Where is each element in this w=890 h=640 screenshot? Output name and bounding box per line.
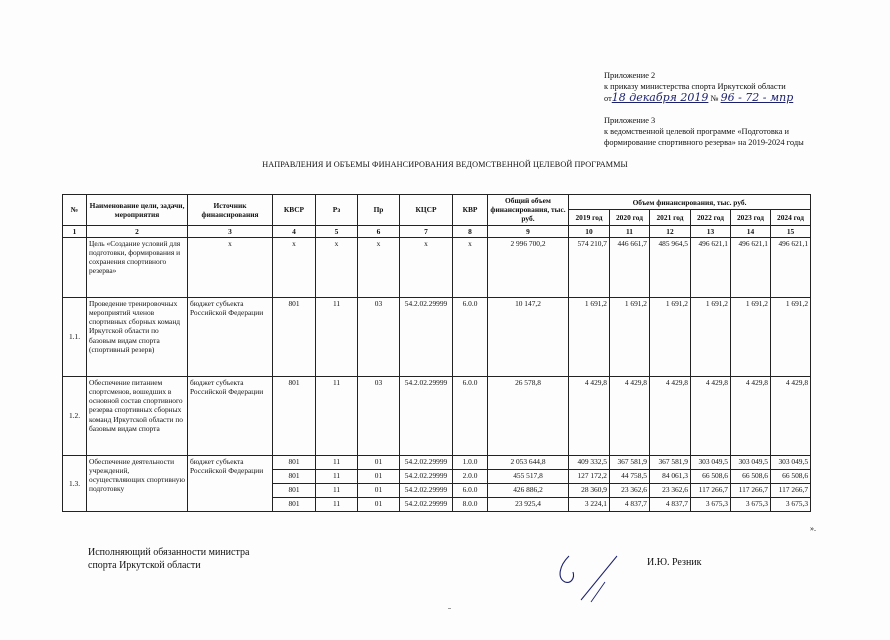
- row-kvsr: 801: [273, 297, 316, 376]
- row-year-value: 1 691,2: [771, 297, 811, 376]
- row-pr: 01: [358, 455, 400, 469]
- header-source: Источник финансирования: [188, 195, 273, 226]
- row-kvsr: 801: [273, 455, 316, 469]
- row-kcsr: 54.2.02.29999: [400, 469, 453, 483]
- spacer: [604, 104, 874, 115]
- row-kvr: 2.0.0: [453, 469, 488, 483]
- row-kcsr: 54.2.02.29999: [400, 497, 453, 511]
- header-year: 2021 год: [650, 210, 691, 225]
- appendix-line-6: формирование спортивного резерва» на 2019-2024 годы: [604, 138, 804, 147]
- row-kcsr: х: [400, 237, 453, 297]
- row-year-value: 303 049,5: [731, 455, 771, 469]
- column-number: 3: [188, 225, 273, 237]
- row-pr: х: [358, 237, 400, 297]
- signatory-position: [88, 546, 249, 572]
- row-year-value: 23 362,6: [650, 483, 691, 497]
- document-title: НАПРАВЛЕНИЯ И ОБЪЕМЫ ФИНАНСИРОВАНИЯ ВЕДОМСТВЕННОЙ ЦЕЛЕВОЙ ПРОГРАММЫ: [262, 160, 628, 169]
- row-year-value: 4 837,7: [650, 497, 691, 511]
- date-prefix: от: [604, 94, 612, 103]
- row-total: 10 147,2: [488, 297, 569, 376]
- row-year-value: 4 837,7: [610, 497, 650, 511]
- row-source: бюджет субъекта Российской Федерации: [188, 297, 273, 376]
- row-year-value: 4 429,8: [610, 376, 650, 455]
- table-row-1-3: [63, 455, 811, 469]
- row-kvsr: 801: [273, 469, 316, 483]
- column-number: 10: [569, 225, 610, 237]
- row-year-value: 367 581,9: [650, 455, 691, 469]
- row-year-value: 3 675,3: [731, 497, 771, 511]
- column-number: 7: [400, 225, 453, 237]
- row-year-value: 1 691,2: [569, 297, 610, 376]
- header-year: 2020 год: [610, 210, 650, 225]
- row-kvr: 8.0.0: [453, 497, 488, 511]
- row-year-value: 127 172,2: [569, 469, 610, 483]
- header-kvsr: КВСР: [273, 195, 316, 226]
- row-num: 1.1.: [63, 297, 87, 376]
- row-source: бюджет субъекта Российской Федерации: [188, 455, 273, 511]
- row-pr: 03: [358, 297, 400, 376]
- row-year-value: 496 621,1: [731, 237, 771, 297]
- table-row-1-1: [63, 297, 811, 376]
- header-total: Общий объем финансирования, тыс. руб.: [488, 195, 569, 226]
- header-rz: Рз: [316, 195, 358, 226]
- row-year-value: 1 691,2: [691, 297, 731, 376]
- row-year-value: 66 508,6: [771, 469, 811, 483]
- appendix-line-5: к ведомственной целевой программе «Подготовка и: [604, 127, 790, 136]
- column-number: 14: [731, 225, 771, 237]
- row-year-value: 1 691,2: [731, 297, 771, 376]
- row-kvr: 6.0.0: [453, 483, 488, 497]
- row-kvr: 1.0.0: [453, 455, 488, 469]
- row-year-value: 84 061,3: [650, 469, 691, 483]
- row-rz: 11: [316, 483, 358, 497]
- row-kcsr: 54.2.02.29999: [400, 483, 453, 497]
- row-year-value: 23 362,6: [610, 483, 650, 497]
- handwritten-signature: [555, 548, 635, 608]
- row-year-value: 3 675,3: [771, 497, 811, 511]
- appendix-line-1: Приложение 2: [604, 71, 656, 80]
- header-kvr: КВР: [453, 195, 488, 226]
- header-year: 2023 год: [731, 210, 771, 225]
- row-year-value: 117 266,7: [771, 483, 811, 497]
- row-year-value: 446 661,7: [610, 237, 650, 297]
- row-year-value: 4 429,8: [569, 376, 610, 455]
- row-year-value: 117 266,7: [691, 483, 731, 497]
- row-year-value: 4 429,8: [691, 376, 731, 455]
- header-kcsr: КЦСР: [400, 195, 453, 226]
- header-name: Наименование цели, задачи, мероприятия: [87, 195, 188, 226]
- row-total: 23 925,4: [488, 497, 569, 511]
- row-pr: 03: [358, 376, 400, 455]
- row-rz: 11: [316, 376, 358, 455]
- row-year-value: 303 049,5: [771, 455, 811, 469]
- row-year-value: 66 508,6: [731, 469, 771, 483]
- column-number: 4: [273, 225, 316, 237]
- column-number: 6: [358, 225, 400, 237]
- row-pr: 01: [358, 483, 400, 497]
- signatory-name: И.Ю. Резник: [647, 557, 702, 568]
- row-name: Проведение тренировочных мероприятий членов спортивных сборных команд Иркутской области по базовым видам спорта (спортивный резерв): [87, 297, 188, 376]
- row-total: 426 886,2: [488, 483, 569, 497]
- appendix-line-2: к приказу министерства спорта Иркутской области: [604, 82, 786, 91]
- row-kvr: 6.0.0: [453, 376, 488, 455]
- row-source: бюджет субъекта Российской Федерации: [188, 376, 273, 455]
- row-name: Обеспечение питанием спортсменов, вошедших в основной состав спортивного резерва спортивных сборных команд Иркутской области по базовым видам спорта: [87, 376, 188, 455]
- row-pr: 01: [358, 497, 400, 511]
- row-source: х: [188, 237, 273, 297]
- appendix-header: [604, 70, 874, 148]
- column-number: 11: [610, 225, 650, 237]
- row-kvsr: х: [273, 237, 316, 297]
- row-year-value: 28 360,9: [569, 483, 610, 497]
- row-kvr: 6.0.0: [453, 297, 488, 376]
- appendix-date-line: [604, 92, 874, 104]
- header-year: 2019 год: [569, 210, 610, 225]
- row-name: Цель «Создание условий для подготовки, формирования и сохранения спортивного резерва»: [87, 237, 188, 297]
- row-year-value: 496 621,1: [691, 237, 731, 297]
- row-kcsr: 54.2.02.29999: [400, 455, 453, 469]
- table-row-goal: [63, 237, 811, 297]
- header-year: 2024 год: [771, 210, 811, 225]
- row-kvsr: 801: [273, 497, 316, 511]
- signatory-position-line-2: спорта Иркутской области: [88, 560, 201, 571]
- column-number: 13: [691, 225, 731, 237]
- header-year: 2022 год: [691, 210, 731, 225]
- row-year-value: 44 758,5: [610, 469, 650, 483]
- row-year-value: 367 581,9: [610, 455, 650, 469]
- signatory-position-line-1: Исполняющий обязанности министра: [88, 547, 250, 558]
- row-year-value: 409 332,5: [569, 455, 610, 469]
- row-kcsr: 54.2.02.29999: [400, 297, 453, 376]
- row-pr: 01: [358, 469, 400, 483]
- financing-table: [62, 194, 811, 512]
- row-year-value: 66 508,6: [691, 469, 731, 483]
- closing-quote-mark: ».: [810, 524, 816, 533]
- row-name: Обеспечение деятельности учреждений, осуществляющих спортивную подготовку: [87, 455, 188, 511]
- table-row-1-2: [63, 376, 811, 455]
- row-total: 26 578,8: [488, 376, 569, 455]
- column-number: 1: [63, 225, 87, 237]
- row-rz: 11: [316, 455, 358, 469]
- row-year-value: 1 691,2: [650, 297, 691, 376]
- column-number: 2: [87, 225, 188, 237]
- row-num: [63, 237, 87, 297]
- row-kvr: х: [453, 237, 488, 297]
- column-number: 15: [771, 225, 811, 237]
- row-rz: 11: [316, 297, 358, 376]
- row-year-value: 4 429,8: [650, 376, 691, 455]
- row-rz: 11: [316, 497, 358, 511]
- handwritten-number: 96 - 72 - мпр: [720, 91, 794, 104]
- row-year-value: 3 224,1: [569, 497, 610, 511]
- header-num: №: [63, 195, 87, 226]
- row-year-value: 574 210,7: [569, 237, 610, 297]
- row-kcsr: 54.2.02.29999: [400, 376, 453, 455]
- appendix-line-4: Приложение 3: [604, 116, 656, 125]
- row-year-value: 496 621,1: [771, 237, 811, 297]
- row-kvsr: 801: [273, 483, 316, 497]
- row-year-value: 4 429,8: [731, 376, 771, 455]
- row-year-value: 4 429,8: [771, 376, 811, 455]
- header-volume: Объем финансирования, тыс. руб.: [569, 195, 811, 210]
- column-number: 12: [650, 225, 691, 237]
- scan-speck: [448, 608, 451, 609]
- number-prefix: №: [710, 94, 719, 103]
- row-num: 1.3.: [63, 455, 87, 511]
- row-year-value: 117 266,7: [731, 483, 771, 497]
- row-year-value: 303 049,5: [691, 455, 731, 469]
- row-rz: 11: [316, 469, 358, 483]
- row-kvsr: 801: [273, 376, 316, 455]
- row-total: 455 517,8: [488, 469, 569, 483]
- row-num: 1.2.: [63, 376, 87, 455]
- row-total: 2 996 700,2: [488, 237, 569, 297]
- column-number-row: [63, 225, 811, 237]
- row-total: 2 053 644,8: [488, 455, 569, 469]
- header-row-1: [63, 195, 811, 210]
- row-year-value: 1 691,2: [610, 297, 650, 376]
- header-pr: Пр: [358, 195, 400, 226]
- row-year-value: 3 675,3: [691, 497, 731, 511]
- row-rz: х: [316, 237, 358, 297]
- column-number: 9: [488, 225, 569, 237]
- handwritten-date: 18 декабря 2019: [611, 91, 709, 104]
- column-number: 8: [453, 225, 488, 237]
- column-number: 5: [316, 225, 358, 237]
- row-year-value: 485 964,5: [650, 237, 691, 297]
